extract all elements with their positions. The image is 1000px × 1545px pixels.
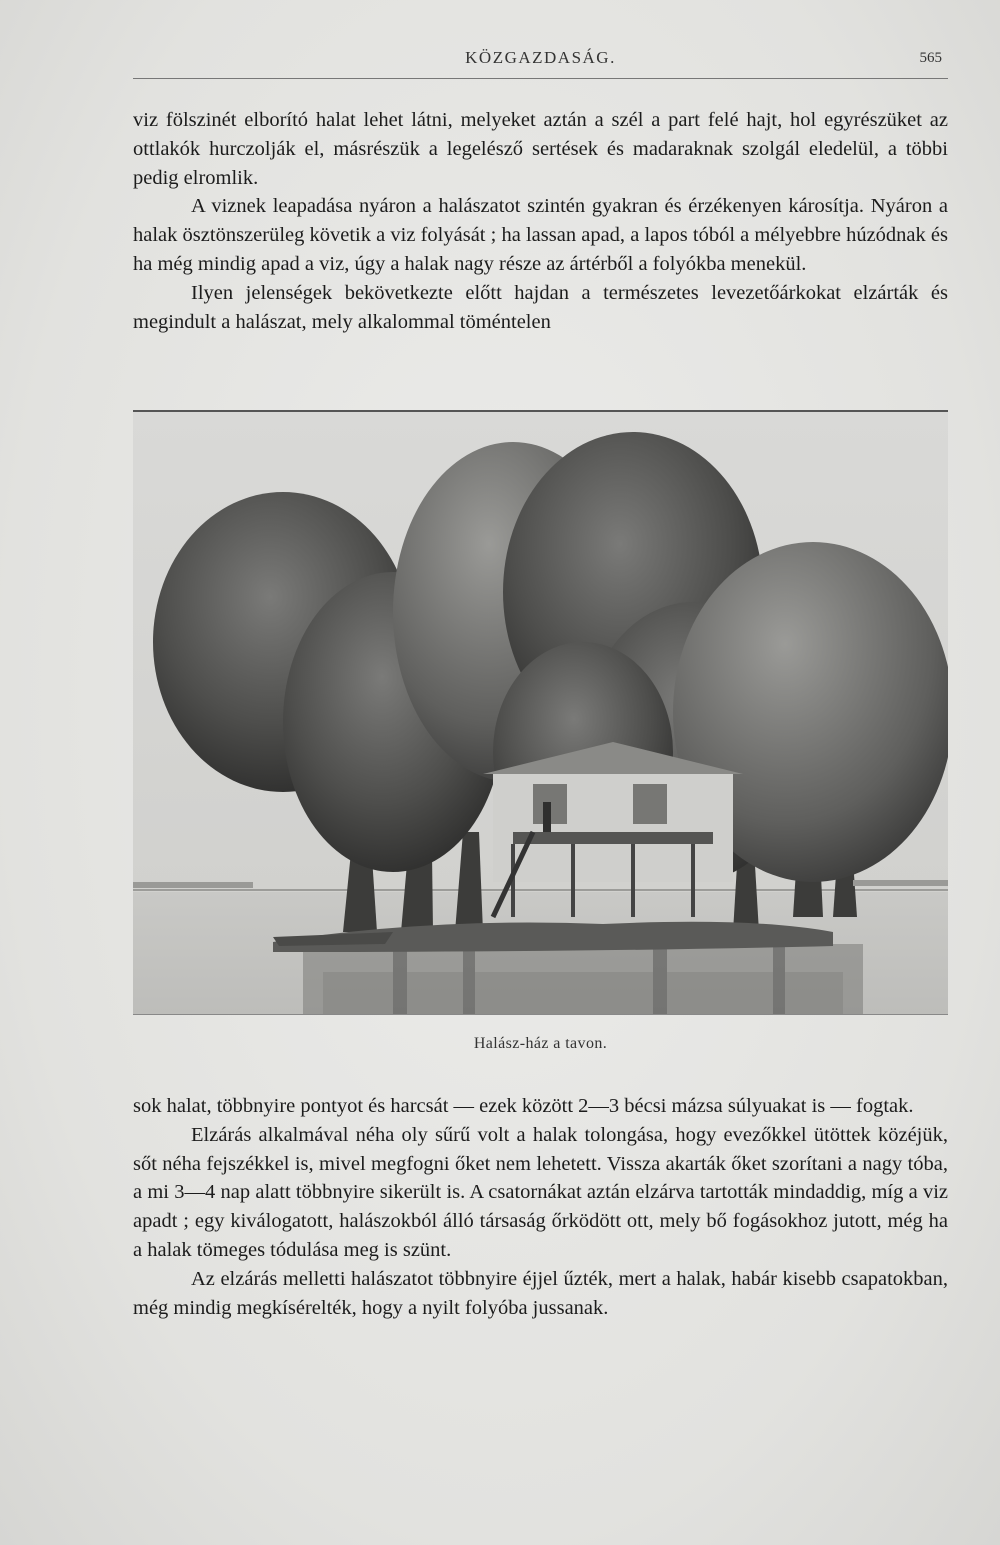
paragraph: Ilyen jelenségek bekövetkezte előtt hajdan a természetes levezetőárkokat elzárták és megindult a halászat, mely alkalommal töméntelen xyxy=(133,281,948,333)
paragraph: sok halat, többnyire pontyot és harcsát — ezek között 2—3 bécsi mázsa súlyuakat is — fogtak. xyxy=(133,1095,914,1117)
paragraph: viz fölszinét elborító halat lehet látni, melyeket aztán a szél a part felé hajt, hol egyrészüket az ottlakók hurczolják el, másrészük a legelésző sertések és madaraknak szolgál eledelül, a többi pedig elromlik. xyxy=(133,109,948,189)
body-text-bottom xyxy=(133,1092,948,1322)
body-text-top xyxy=(133,106,948,336)
paragraph: Az elzárás melletti halászatot többnyire éjjel űzték, mert a halak, habár kisebb csapatokban, még mindig megkísérelték, hogy a nyilt folyóba jussanak. xyxy=(133,1267,948,1319)
halftone-photograph xyxy=(133,410,948,1015)
paragraph: A viznek leapadása nyáron a halászatot szintén gyakran és érzékenyen károsítja. Nyáron a halak ösztönszerüleg követik a viz folyását ; ha lassan apad, a lapos tóból a mélyebbre húzódnak és ha még mindig apad a viz, úgy a halak nagy része az ártérből a folyókba menekül. xyxy=(133,195,948,275)
fisherman-house-photo xyxy=(133,412,948,1014)
running-header xyxy=(133,44,948,79)
figure-caption: Halász-ház a tavon. xyxy=(473,1035,608,1052)
running-title: KÖZGAZDASÁG. xyxy=(465,48,616,67)
page-number: 565 xyxy=(919,50,942,66)
paragraph: Elzárás alkalmával néha oly sűrű volt a halak tolongása, hogy evezőkkel ütöttek közéjük, sőt néha fejszékkel is, mivel megfogni őket nem lehetett. Vissza akarták őket szorítani a nagy tóba, a mi 3—4 nap alatt többnyire sikerült is. A csatornákat aztán elzárva tartották mindaddig, míg a viz apadt ; egy kiválogatott, halászokból álló társaság őrködött ott, mely bő fogásokhoz jutott, még ha a halak tömeges tódulása meg is szünt. xyxy=(133,1123,948,1261)
